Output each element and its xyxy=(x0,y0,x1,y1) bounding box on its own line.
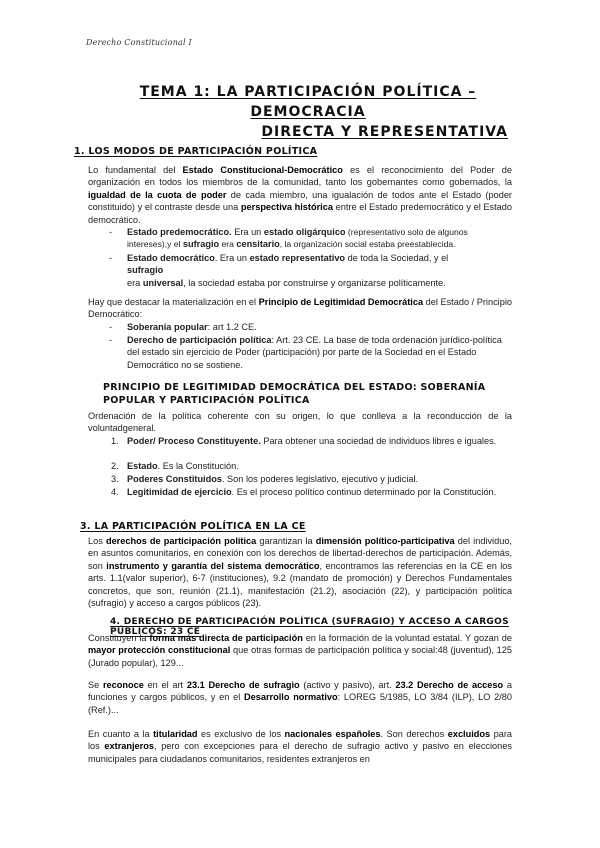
list-item: 4. Legitimidad de ejercicio. Es el proceso político continuo determinado por la Constitución. xyxy=(111,487,497,497)
title-line-1: TEMA 1: LA PARTICIPACIÓN POLÍTICA – DEMOCRACIA xyxy=(139,84,477,120)
list-item: 1. Poder/ Proceso Constituyente. Para obtener una sociedad de individuos libres e iguales. xyxy=(111,436,497,446)
section-1-heading: 1. LOS MODOS DE PARTICIPACIÓN POLÍTICA xyxy=(74,146,318,157)
section-1-paragraph-2: Hay que destacar la materialización en el Principio de Legitimidad Democrática del Estado / Principio Democrático: xyxy=(88,297,512,320)
section-2-heading: PRINCIPIO DE LEGITIMIDAD DEMOCRÁTICA DEL ESTADO: SOBERANÍA POPULAR Y PARTICIPACIÓN POLÍTICA xyxy=(103,382,486,406)
bullet-estado-democratico: - Estado democrático. Era un estado representativo de toda la Sociedad, y el sufragio era universal, la sociedad estaba por construirse y organizarse políticamente. xyxy=(109,253,449,288)
bullet-derecho-participacion: - Derecho de participación política: Art. 23 CE. La base de toda ordenación jurídico-política del estado sin ejercicio de Poder (participación) por parte de la Sociedad en el Estado Democrático no se sostiene. xyxy=(109,335,502,370)
section-3-paragraph: Los derechos de participación política garantizan la dimensión político-participativa del individuo, en asuntos comunitarios, en conexión con los derechos de libertad-derechos de participación. Además, son instrumento y garantía del sistema democrático, encontramos las referencias en la CE en los arts. 1.1(valor superior), 6-7 (instituciones), 9.2 (mandato de promoción) y Derechos Fundamentales concretos, que son, reunión (21.1), manifestación (21.2), asociación (22), y participación política (sufragio) y acceso a cargos públicos (23). xyxy=(88,536,513,609)
section-3-heading: 3. LA PARTICIPACIÓN POLÍTICA EN LA CE xyxy=(80,521,306,532)
list-item: 3. Poderes Constituidos. Son los poderes legislativo, ejecutivo y judicial. xyxy=(111,474,419,484)
document-title xyxy=(88,82,528,142)
section-4-paragraph-2: Se reconoce en el art 23.1 Derecho de sufragio (activo y pasivo), art. 23.2 Derecho de acceso a funciones y cargos públicos, y en el Desarrollo normativo: LOREG 5/1985, LO 3/84 (ILP), LO 2/80 (Ref.)... xyxy=(88,680,512,715)
bullet-estado-predemocratico: - Estado predemocrático. Era un estado oligárquico (representativo solo de algunos intereses),y el sufragio era censitario, la organización social estaba preestablecida. xyxy=(109,227,468,250)
section-2-paragraph: Ordenación de la política coherente con su origen, lo que conlleva a la reconducción de la voluntadgeneral. xyxy=(88,411,512,434)
bullet-soberania-popular: - Soberanía popular: art 1.2 CE. xyxy=(109,322,257,332)
section-1-paragraph-1: Lo fundamental del Estado Constitucional-Democrático es el reconocimiento del Poder de organización en todos los miembros de la comunidad, tanto los gobernantes como gobernados, la igualdad de la cuota de poder de cada miembro, una igualación de todos ante el Estado (poder constituido) y el contraste desde una perspectiva histórica entre el Estado predemocrático y el Estado democrático. xyxy=(88,165,513,225)
section-4-heading: 4. DERECHO DE PARTICIPACIÓN POLÍTICA (SUFRAGIO) Y ACCESO A CARGOS PÚBLICOS: 23 CE xyxy=(110,617,509,637)
page-header: Derecho Constitucional I xyxy=(86,38,192,47)
section-4-paragraph-3: En cuanto a la titularidad es exclusivo de los nacionales españoles. Son derechos excluidos para los extranjeros, pero con excepciones para el derecho de sufragio activo y pasivo en elecciones municipales para ciudadanos comunitarios, residentes extranjeros en xyxy=(88,729,513,764)
list-item: 2. Estado. Es la Constitución. xyxy=(111,461,239,471)
title-line-2: DIRECTA Y REPRESENTATIVA xyxy=(261,124,508,140)
section-4-paragraph-1: Constituyen la forma más directa de participación en la formación de la voluntad estatal. Y gozan de mayor protección constitucional que otras formas de participación política y social:48 (juventud), 125 (Jurado popular), 129... xyxy=(88,633,512,668)
